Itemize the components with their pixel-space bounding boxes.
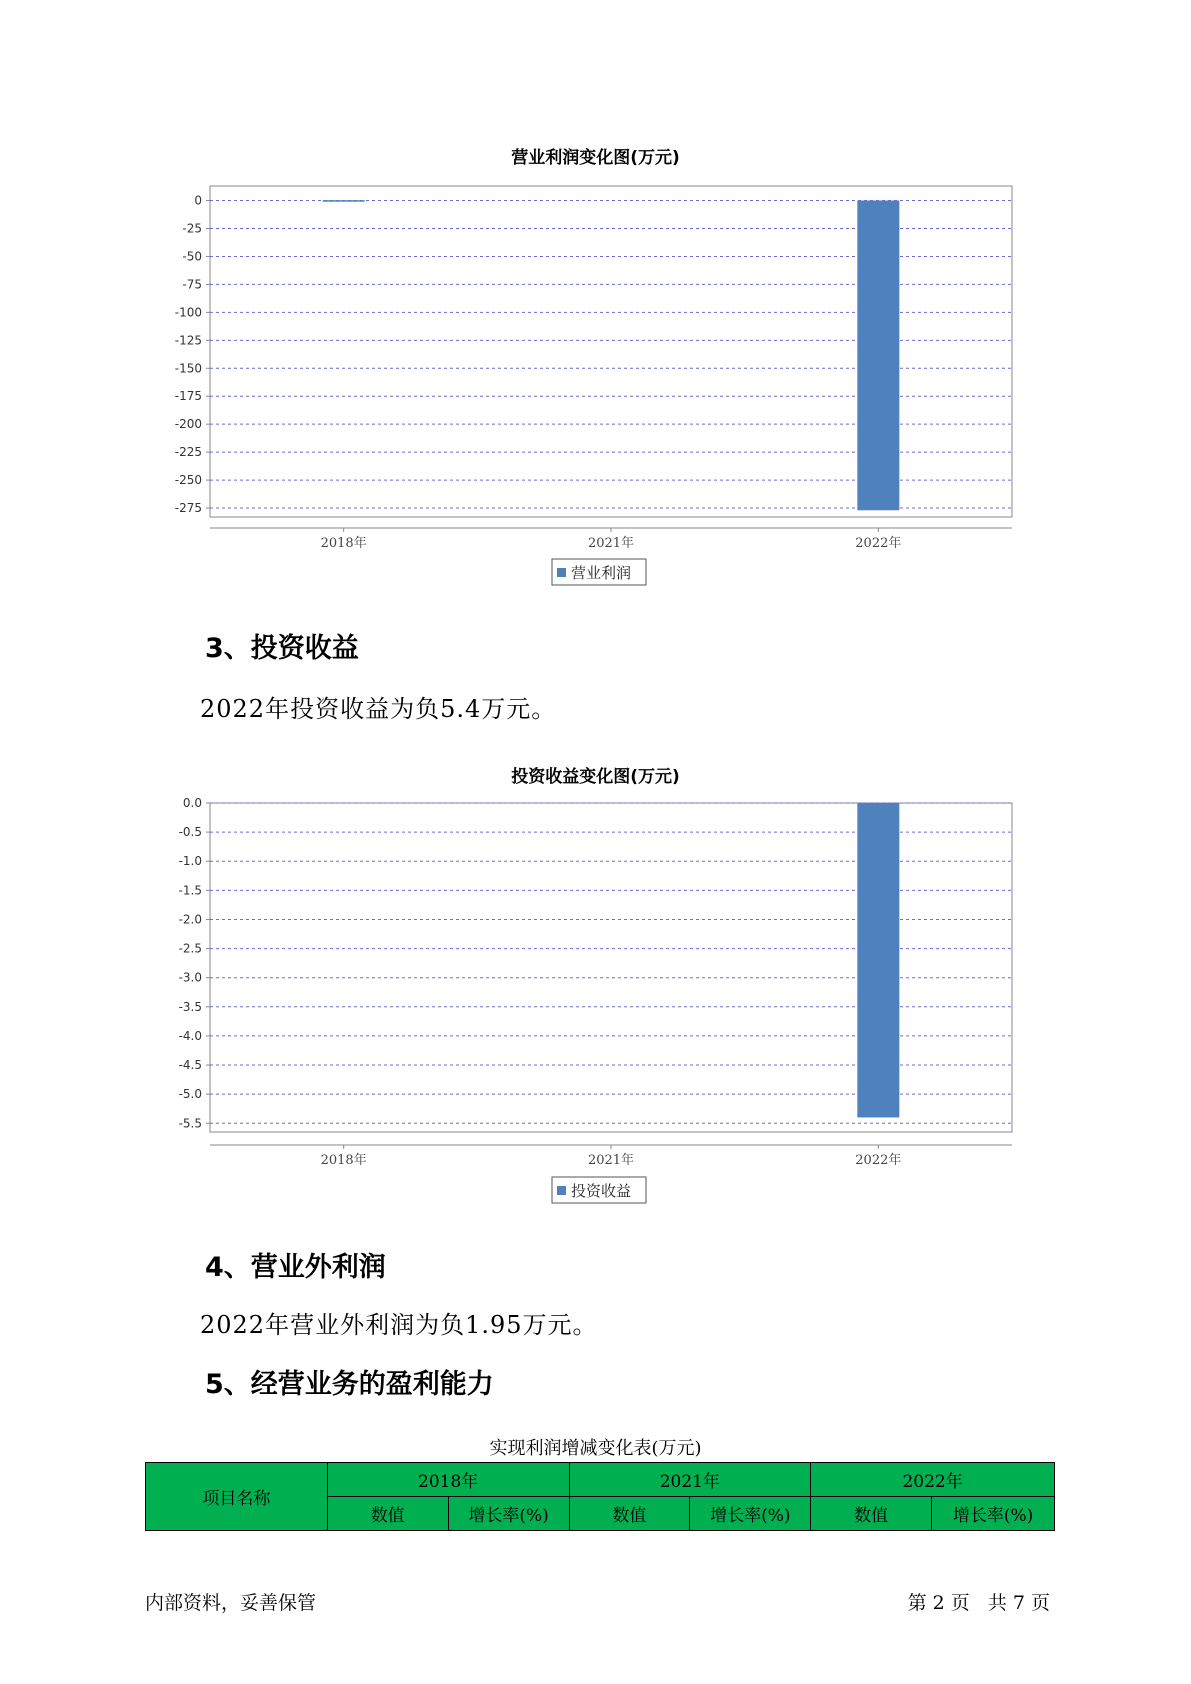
y-tick-label: -225: [174, 445, 202, 460]
y-tick-label: -25: [182, 221, 202, 236]
x-tick-label: 2022年: [855, 1153, 902, 1168]
table-caption: 实现利润增减变化表(万元): [489, 1438, 702, 1459]
legend-swatch: [557, 1186, 566, 1195]
y-tick-label: -5.5: [178, 1116, 202, 1131]
x-tick-label: 2018年: [320, 536, 367, 551]
section-4-heading: 4、营业外利润: [205, 1252, 386, 1283]
x-tick-label: 2018年: [320, 1153, 367, 1168]
x-tick-label: 2022年: [855, 536, 902, 551]
page-unit: 页: [950, 1592, 970, 1614]
y-tick-label: -75: [182, 277, 202, 292]
y-tick-label: -275: [174, 501, 202, 516]
y-tick-label: -5.0: [178, 1087, 202, 1102]
rate-header: 增长率(%): [690, 1497, 811, 1531]
y-tick-label: -150: [174, 361, 202, 376]
total-pages: 7: [1012, 1592, 1025, 1614]
table-header-row: [146, 1463, 1055, 1497]
value-header: 数值: [811, 1497, 932, 1531]
year-header-2021: 2021年: [569, 1463, 811, 1497]
chart-1-title: 营业利润变化图(万元): [511, 148, 680, 168]
rate-header: 增长率(%): [448, 1497, 569, 1531]
chart-legend: [552, 1177, 646, 1203]
section-3-text: 2022年投资收益为负5.4万元。: [200, 695, 557, 723]
value-header: 数值: [327, 1497, 448, 1531]
section-3-heading: 3、投资收益: [205, 633, 359, 664]
y-tick-label: -1.0: [178, 854, 202, 869]
total-unit: 页: [1030, 1592, 1050, 1614]
y-tick-label: -1.5: [178, 883, 202, 898]
value-header: 数值: [569, 1497, 690, 1531]
y-tick-label: -175: [174, 389, 202, 404]
y-tick-label: -250: [174, 473, 202, 488]
y-tick-label: -100: [174, 305, 202, 320]
current-page: 2: [932, 1592, 945, 1614]
total-prefix: 共: [987, 1592, 1007, 1614]
y-tick-label: -125: [174, 333, 202, 348]
legend-label: 营业利润: [571, 564, 632, 582]
y-tick-label: -200: [174, 417, 202, 432]
y-tick-label: -2.5: [178, 941, 202, 956]
y-tick-label: 0: [194, 193, 202, 208]
section-5-heading: 5、经营业务的盈利能力: [205, 1369, 494, 1400]
section-4-text: 2022年营业外利润为负1.95万元。: [200, 1311, 598, 1339]
year-header-2022: 2022年: [811, 1463, 1055, 1497]
y-tick-label: 0.0: [182, 796, 202, 810]
profit-change-table: [145, 1462, 1055, 1531]
page-number: [905, 1588, 1053, 1615]
y-tick-label: -3.0: [178, 970, 202, 985]
x-tick-label: 2021年: [587, 1153, 635, 1168]
bar-2022年: [857, 803, 899, 1117]
rate-header: 增长率(%): [932, 1497, 1055, 1531]
chart-2-title: 投资收益变化图(万元): [511, 767, 680, 787]
y-tick-label: -4.0: [178, 1028, 202, 1043]
y-tick-label: -2.0: [178, 912, 202, 927]
y-tick-label: -4.5: [178, 1058, 202, 1073]
year-header-2018: 2018年: [327, 1463, 569, 1497]
legend-label: 投资收益: [571, 1182, 632, 1200]
y-tick-label: -0.5: [178, 825, 202, 840]
footer-confidential: 内部资料，妥善保管: [145, 1592, 317, 1614]
item-name-header: 项目名称: [146, 1463, 328, 1531]
y-tick-label: -3.5: [178, 999, 202, 1014]
x-tick-label: 2021年: [587, 536, 635, 551]
y-tick-label: -50: [182, 249, 202, 264]
page-prefix: 第: [907, 1592, 927, 1614]
